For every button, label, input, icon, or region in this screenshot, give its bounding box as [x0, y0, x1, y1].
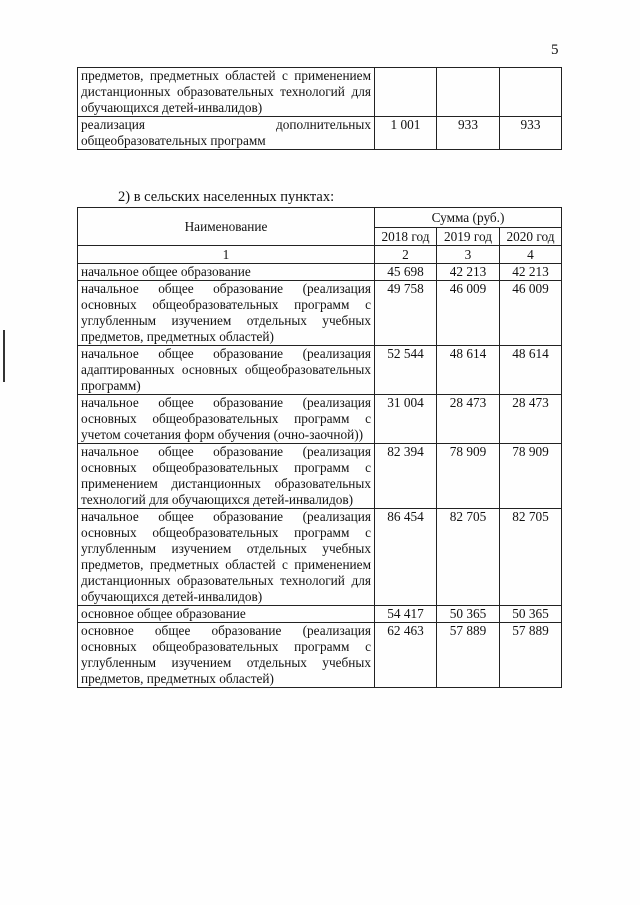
header-year-2020: 2020 год — [500, 228, 562, 246]
value-2020: 42 213 — [500, 264, 562, 281]
value-2020: 82 705 — [500, 509, 562, 606]
row-name: начальное общее образование (реализация основных общеобразовательных программ с углубленным изучением отдельных учебных предметов, предметных областей с применением дистанционных образовательных технологий для обучающихся детей-инвалидов) — [78, 509, 375, 606]
table-row — [78, 281, 562, 346]
value-2018: 82 394 — [375, 444, 437, 509]
value-2019: 78 909 — [437, 444, 500, 509]
table-row — [78, 117, 562, 150]
row-name: основное общее образование (реализация основных общеобразовательных программ с углубленным изучением отдельных учебных предметов, предметных областей) — [78, 623, 375, 688]
page-number: 5 — [551, 42, 559, 58]
row-name: начальное общее образование — [78, 264, 375, 281]
table-row — [78, 395, 562, 444]
value-2019: 42 213 — [437, 264, 500, 281]
value-2020: 48 614 — [500, 346, 562, 395]
value-2019: 57 889 — [437, 623, 500, 688]
row-name: начальное общее образование (реализация основных общеобразовательных программ с учетом сочетания форм обучения (очно-заочной)) — [78, 395, 375, 444]
value-2019: 50 365 — [437, 606, 500, 623]
table2-body — [78, 264, 562, 688]
value-2018: 86 454 — [375, 509, 437, 606]
header-sum: Сумма (руб.) — [375, 208, 562, 228]
value-2018 — [375, 68, 437, 117]
value-2020: 933 — [500, 117, 562, 150]
table1-body — [78, 68, 562, 150]
value-2019: 933 — [437, 117, 500, 150]
table-row — [78, 606, 562, 623]
row-name: предметов, предметных областей с применением дистанционных образовательных технологий для обучающихся детей-инвалидов) — [78, 68, 375, 117]
row-name: начальное общее образование (реализация адаптированных основных общеобразовательных программ) — [78, 346, 375, 395]
value-2020: 78 909 — [500, 444, 562, 509]
row-name: начальное общее образование (реализация основных общеобразовательных программ с углубленным изучением отдельных учебных предметов, предметных областей) — [78, 281, 375, 346]
value-2019: 46 009 — [437, 281, 500, 346]
row-name: реализация дополнительных общеобразовательных программ — [78, 117, 375, 150]
value-2020: 50 365 — [500, 606, 562, 623]
value-2018: 49 758 — [375, 281, 437, 346]
value-2018: 52 544 — [375, 346, 437, 395]
value-2018: 1 001 — [375, 117, 437, 150]
header-year-2019: 2019 год — [437, 228, 500, 246]
col-number-2: 2 — [375, 246, 437, 264]
value-2019: 82 705 — [437, 509, 500, 606]
value-2020: 28 473 — [500, 395, 562, 444]
value-2020 — [500, 68, 562, 117]
col-number-4: 4 — [500, 246, 562, 264]
table-row — [78, 264, 562, 281]
value-2018: 45 698 — [375, 264, 437, 281]
table-rural — [77, 207, 562, 688]
table-row — [78, 509, 562, 606]
header-year-2018: 2018 год — [375, 228, 437, 246]
row-name: начальное общее образование (реализация основных общеобразовательных программ с применением дистанционных образовательных технологий для обучающихся детей-инвалидов) — [78, 444, 375, 509]
table-row — [78, 623, 562, 688]
table-row — [78, 444, 562, 509]
value-2018: 31 004 — [375, 395, 437, 444]
row-name: основное общее образование — [78, 606, 375, 623]
value-2020: 46 009 — [500, 281, 562, 346]
value-2018: 62 463 — [375, 623, 437, 688]
value-2019: 28 473 — [437, 395, 500, 444]
value-2018: 54 417 — [375, 606, 437, 623]
table-row — [78, 346, 562, 395]
header-name: Наименование — [78, 208, 375, 246]
scan-mark — [3, 330, 5, 382]
table-row — [78, 68, 562, 117]
table-continuation — [77, 67, 562, 150]
section-rural-label: 2) в сельских населенных пунктах: — [118, 189, 335, 205]
col-number-3: 3 — [437, 246, 500, 264]
col-number-1: 1 — [78, 246, 375, 264]
value-2020: 57 889 — [500, 623, 562, 688]
value-2019 — [437, 68, 500, 117]
value-2019: 48 614 — [437, 346, 500, 395]
